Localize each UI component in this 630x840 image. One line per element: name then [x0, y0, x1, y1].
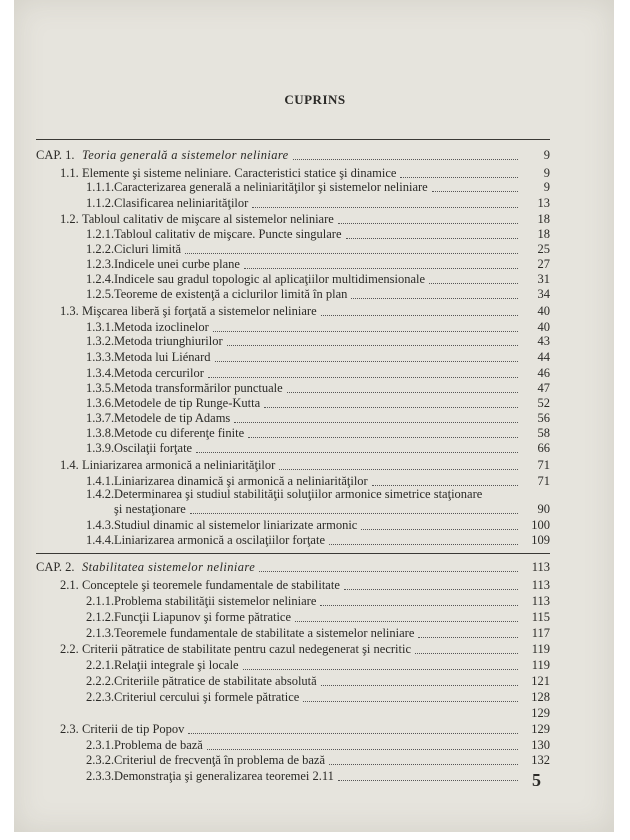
toc-section-number: 1.3.4. — [86, 366, 115, 380]
toc-entry-row — [86, 474, 550, 488]
toc-entry-row — [86, 334, 550, 348]
toc-section-title: Studiul dinamic al sistemelor liniarizate armonic — [114, 518, 358, 532]
toc-entry-row — [86, 487, 550, 501]
toc-page-number: 113 — [531, 560, 550, 574]
toc-dot-leader — [264, 396, 518, 408]
toc-dot-leader — [329, 753, 518, 765]
toc-entry-row — [86, 350, 550, 364]
toc-section-number: 1.2.2. — [86, 242, 115, 256]
toc-entry-row — [86, 180, 550, 194]
toc-page-number: 66 — [537, 441, 550, 455]
toc-section-title: şi nestaţionare — [114, 502, 186, 516]
toc-page-number: 18 — [537, 227, 550, 241]
toc-entry-row — [86, 610, 550, 624]
toc-entry-row — [60, 166, 550, 180]
toc-section-number: 1.4.1. — [86, 474, 115, 488]
toc-section-title: Metoda transformărilor punctuale — [114, 381, 283, 395]
toc-section-title: Mişcarea liberă şi forţată a sistemelor neliniare — [82, 304, 317, 318]
toc-page-number: 9 — [543, 148, 550, 162]
toc-section-title: Caracterizarea generală a neliniarităţilor şi sistemelor neliniare — [114, 180, 428, 194]
toc-page-number: 109 — [531, 533, 550, 547]
toc-entry-row — [60, 642, 550, 656]
toc-section-number: 2.2.2. — [86, 674, 115, 688]
toc-page-number: 100 — [531, 518, 550, 532]
toc-section-title: Indicele unei curbe plane — [114, 257, 240, 271]
toc-dot-leader — [361, 518, 518, 530]
toc-page-number: 130 — [531, 738, 550, 752]
toc-page-number: 9 — [543, 180, 550, 194]
toc-dot-leader — [248, 426, 518, 438]
toc-section-title: Relaţii integrale şi locale — [114, 658, 239, 672]
toc-dot-leader — [321, 674, 518, 686]
toc-section-title: Clasificarea neliniarităţilor — [114, 196, 249, 210]
toc-section-number: 1.2.5. — [86, 287, 115, 301]
toc-page-number: 9 — [543, 166, 550, 180]
toc-section-number: 2.1.1. — [86, 594, 115, 608]
toc-section-number: CAP. 2. — [36, 560, 75, 574]
toc-section-number: 2.2.3. — [86, 690, 115, 704]
toc-dot-leader — [208, 366, 518, 378]
toc-page-number: 58 — [537, 426, 550, 440]
toc-dot-leader — [418, 626, 518, 638]
toc-section-title: Cicluri limită — [114, 242, 182, 256]
toc-section-number: 1.4.4. — [86, 533, 115, 547]
toc-entry-row — [86, 674, 550, 688]
toc-dot-leader — [207, 738, 518, 750]
toc-section-number: 1.3.3. — [86, 350, 115, 364]
toc-section-number: 1.4.3. — [86, 518, 115, 532]
toc-chapter-row — [36, 560, 550, 574]
toc-section-number: 1.2.1. — [86, 227, 115, 241]
toc-section-number: 1.3.6. — [86, 396, 115, 410]
toc-entry-row — [86, 533, 550, 547]
toc-entry-row — [86, 366, 550, 380]
toc-dot-leader — [293, 148, 518, 160]
toc-dot-leader — [344, 578, 518, 590]
toc-section-number: 1.2.3. — [86, 257, 115, 271]
toc-section-number: 1.3.8. — [86, 426, 115, 440]
toc-section-number: 2.2. — [60, 642, 79, 656]
toc-section-title: Metode cu diferenţe finite — [114, 426, 245, 440]
toc-dot-leader — [259, 560, 518, 572]
toc-dot-leader — [213, 320, 518, 332]
toc-section-number: 1.3.2. — [86, 334, 115, 348]
toc-section-title: Metodele de tip Adams — [114, 411, 231, 425]
toc-section-title: Demonstraţia şi generalizarea teoremei 2.11 — [114, 769, 334, 783]
toc-dot-leader — [346, 227, 518, 239]
toc-section-title: Metoda cercurilor — [114, 366, 204, 380]
toc-page-number: 129 — [531, 722, 550, 736]
toc-page-number: 43 — [537, 334, 550, 348]
toc-dot-leader — [400, 166, 518, 178]
toc-entry-row — [86, 257, 550, 271]
toc-dot-leader — [185, 242, 518, 254]
toc-dot-leader — [227, 334, 518, 346]
toc-entry-row — [86, 227, 550, 241]
toc-section-number: 1.3. — [60, 304, 79, 318]
toc-entry-row — [86, 287, 550, 301]
toc-page-number: 132 — [531, 753, 550, 767]
toc-entry-row — [86, 441, 550, 455]
toc-entry-row — [86, 626, 550, 640]
toc-entry-row — [86, 769, 550, 783]
toc-section-title: Criterii pătratice de stabilitate pentru cazul nedegenerat şi necritic — [82, 642, 412, 656]
toc-section-title: Conceptele şi teoremele fundamentale de stabilitate — [82, 578, 340, 592]
toc-section-title: Teoreme de existenţă a ciclurilor limită în plan — [114, 287, 348, 301]
toc-entry-row — [86, 242, 550, 256]
toc-page-number: 44 — [537, 350, 550, 364]
toc-page-number: 90 — [537, 502, 550, 516]
toc-dot-leader — [243, 658, 518, 670]
toc-page-number: 13 — [537, 196, 550, 210]
toc-section-number: CAP. 1. — [36, 148, 75, 162]
toc-entry-row — [60, 212, 550, 226]
toc-dot-leader — [252, 196, 518, 208]
toc-section-title: Oscilaţii forţate — [114, 441, 193, 455]
toc-dot-leader — [190, 502, 518, 514]
page-number: 5 — [532, 770, 541, 790]
toc-section-title: Liniarizarea armonică a neliniarităţilor — [82, 458, 276, 472]
toc-section-number: 1.2. — [60, 212, 79, 226]
toc-section-number: 1.3.1. — [86, 320, 115, 334]
toc-entry-row — [86, 706, 550, 720]
toc-entry-row — [86, 690, 550, 704]
toc-page-number: 117 — [531, 626, 550, 640]
toc-dot-leader — [196, 441, 518, 453]
toc-section-title: Teoremele fundamentale de stabilitate a sistemelor neliniare — [114, 626, 415, 640]
toc-page-number: 121 — [531, 674, 550, 688]
toc-page-number: 18 — [537, 212, 550, 226]
toc-entry-row — [86, 396, 550, 410]
toc-entry-row — [60, 304, 550, 318]
toc-section-number: 1.3.5. — [86, 381, 115, 395]
toc-section-title: Metoda triunghiurilor — [114, 334, 223, 348]
toc-section-number: 1.1. — [60, 166, 79, 180]
toc-page-number: 113 — [531, 578, 550, 592]
toc-entry-row — [86, 658, 550, 672]
toc-section-number: 2.1. — [60, 578, 79, 592]
toc-section-title: Criteriul de frecvenţă în problema de bază — [114, 753, 326, 767]
toc-section-number: 1.1.1. — [86, 180, 115, 194]
toc-section-number: 2.3.3. — [86, 769, 115, 783]
toc-entry-row — [86, 272, 550, 286]
toc-entry-row — [86, 753, 550, 767]
toc-page-number: 34 — [537, 287, 550, 301]
toc-section-number: 1.2.4. — [86, 272, 115, 286]
toc-chapter-row — [36, 148, 550, 162]
toc-section-number: 1.4.2. — [86, 487, 115, 501]
toc-page-number: 52 — [537, 396, 550, 410]
toc-section-title: Liniarizarea dinamică şi armonică a neliniarităţilor — [114, 474, 368, 488]
toc-section-title: Metoda izoclinelor — [114, 320, 209, 334]
toc-dot-leader — [432, 180, 518, 192]
toc-dot-leader — [338, 212, 518, 224]
toc-section-title: Tabloul calitativ de mişcare al sistemelor neliniare — [82, 212, 334, 226]
toc-entry-row — [60, 458, 550, 472]
toc-page-number: 40 — [537, 304, 550, 318]
toc-section-title: Stabilitatea sistemelor neliniare — [82, 560, 256, 574]
toc-entry-row — [86, 502, 550, 516]
toc-page-number: 71 — [537, 474, 550, 488]
toc-dot-leader — [329, 533, 518, 545]
toc-entry-row — [60, 578, 550, 592]
toc-page-number: 46 — [537, 366, 550, 380]
toc-entry-row — [86, 381, 550, 395]
toc-dot-leader — [295, 610, 518, 622]
toc-page-number: 129 — [531, 706, 550, 720]
toc-section-title: Problema de bază — [114, 738, 203, 752]
toc-page-number: 25 — [537, 242, 550, 256]
toc-dot-leader — [429, 272, 518, 284]
toc-entry-row — [86, 518, 550, 532]
toc-dot-leader — [338, 769, 518, 781]
toc-section-title: Metoda lui Liénard — [114, 350, 211, 364]
toc-dot-leader — [415, 642, 518, 654]
toc-page-number: 40 — [537, 320, 550, 334]
toc-page-number: 71 — [537, 458, 550, 472]
toc-dot-leader — [279, 458, 518, 470]
toc-entry-row — [86, 594, 550, 608]
toc-page-number: 31 — [537, 272, 550, 286]
toc-entry-row — [86, 411, 550, 425]
toc-section-number: 2.3. — [60, 722, 79, 736]
toc-dot-leader — [244, 257, 518, 269]
toc-section-number: 1.3.9. — [86, 441, 115, 455]
toc-entry-row — [86, 738, 550, 752]
toc-section-number: 2.3.2. — [86, 753, 115, 767]
toc-section-number: 1.1.2. — [86, 196, 115, 210]
toc-section-title: Determinarea şi studiul stabilităţii soluţiilor armonice simetrice staţionare — [114, 487, 483, 501]
toc-page-number: 113 — [531, 594, 550, 608]
chapter-rule — [36, 553, 550, 554]
toc-page-number: 128 — [531, 690, 550, 704]
toc-section-title: Criteriile pătratice de stabilitate absolută — [114, 674, 317, 688]
toc-dot-leader — [234, 411, 518, 423]
toc-section-number: 1.3.7. — [86, 411, 115, 425]
toc-page-number: 27 — [537, 257, 550, 271]
toc-section-title: Liniarizarea armonică a oscilaţiilor forţate — [114, 533, 325, 547]
toc-section-number: 2.1.2. — [86, 610, 115, 624]
toc-page-number: 47 — [537, 381, 550, 395]
toc-section-number: 2.3.1. — [86, 738, 115, 752]
toc-section-number: 2.1.3. — [86, 626, 115, 640]
toc-section-number: 2.2.1. — [86, 658, 115, 672]
toc-page-number: 56 — [537, 411, 550, 425]
toc-dot-leader — [215, 350, 519, 362]
toc-dot-leader — [287, 381, 518, 393]
toc-section-title: Criteriul cercului şi formele pătratice — [114, 690, 300, 704]
toc-section-title: Metodele de tip Runge-Kutta — [114, 396, 261, 410]
toc-page-number: 119 — [531, 658, 550, 672]
toc-section-title: Problema stabilităţii sistemelor neliniare — [114, 594, 317, 608]
toc-entry-row — [86, 320, 550, 334]
toc-page-number: 119 — [531, 642, 550, 656]
toc-section-title: Tabloul calitativ de mişcare. Puncte singulare — [114, 227, 342, 241]
toc-page-number: 115 — [531, 610, 550, 624]
toc-dot-leader — [188, 722, 518, 734]
toc-section-title: Elemente şi sisteme neliniare. Caracteristici statice şi dinamice — [82, 166, 397, 180]
toc-dot-leader — [321, 304, 518, 316]
toc-entry-row — [60, 722, 550, 736]
toc-section-title: Teoria generală a sistemelor neliniare — [82, 148, 289, 162]
toc-entry-row — [86, 196, 550, 210]
toc-section-title: Funcţii Liapunov şi forme pătratice — [114, 610, 292, 624]
toc-dot-leader — [303, 690, 518, 702]
top-rule — [36, 139, 550, 140]
toc-section-title: Criterii de tip Popov — [82, 722, 185, 736]
toc-section-number: 1.4. — [60, 458, 79, 472]
toc-dot-leader — [351, 287, 518, 299]
page-title: CUPRINS — [284, 92, 346, 107]
toc-section-title: Indicele sau gradul topologic al aplicaţiilor multidimensionale — [114, 272, 426, 286]
toc-entry-row — [86, 426, 550, 440]
toc-dot-leader — [320, 594, 518, 606]
toc-dot-leader — [372, 474, 518, 486]
